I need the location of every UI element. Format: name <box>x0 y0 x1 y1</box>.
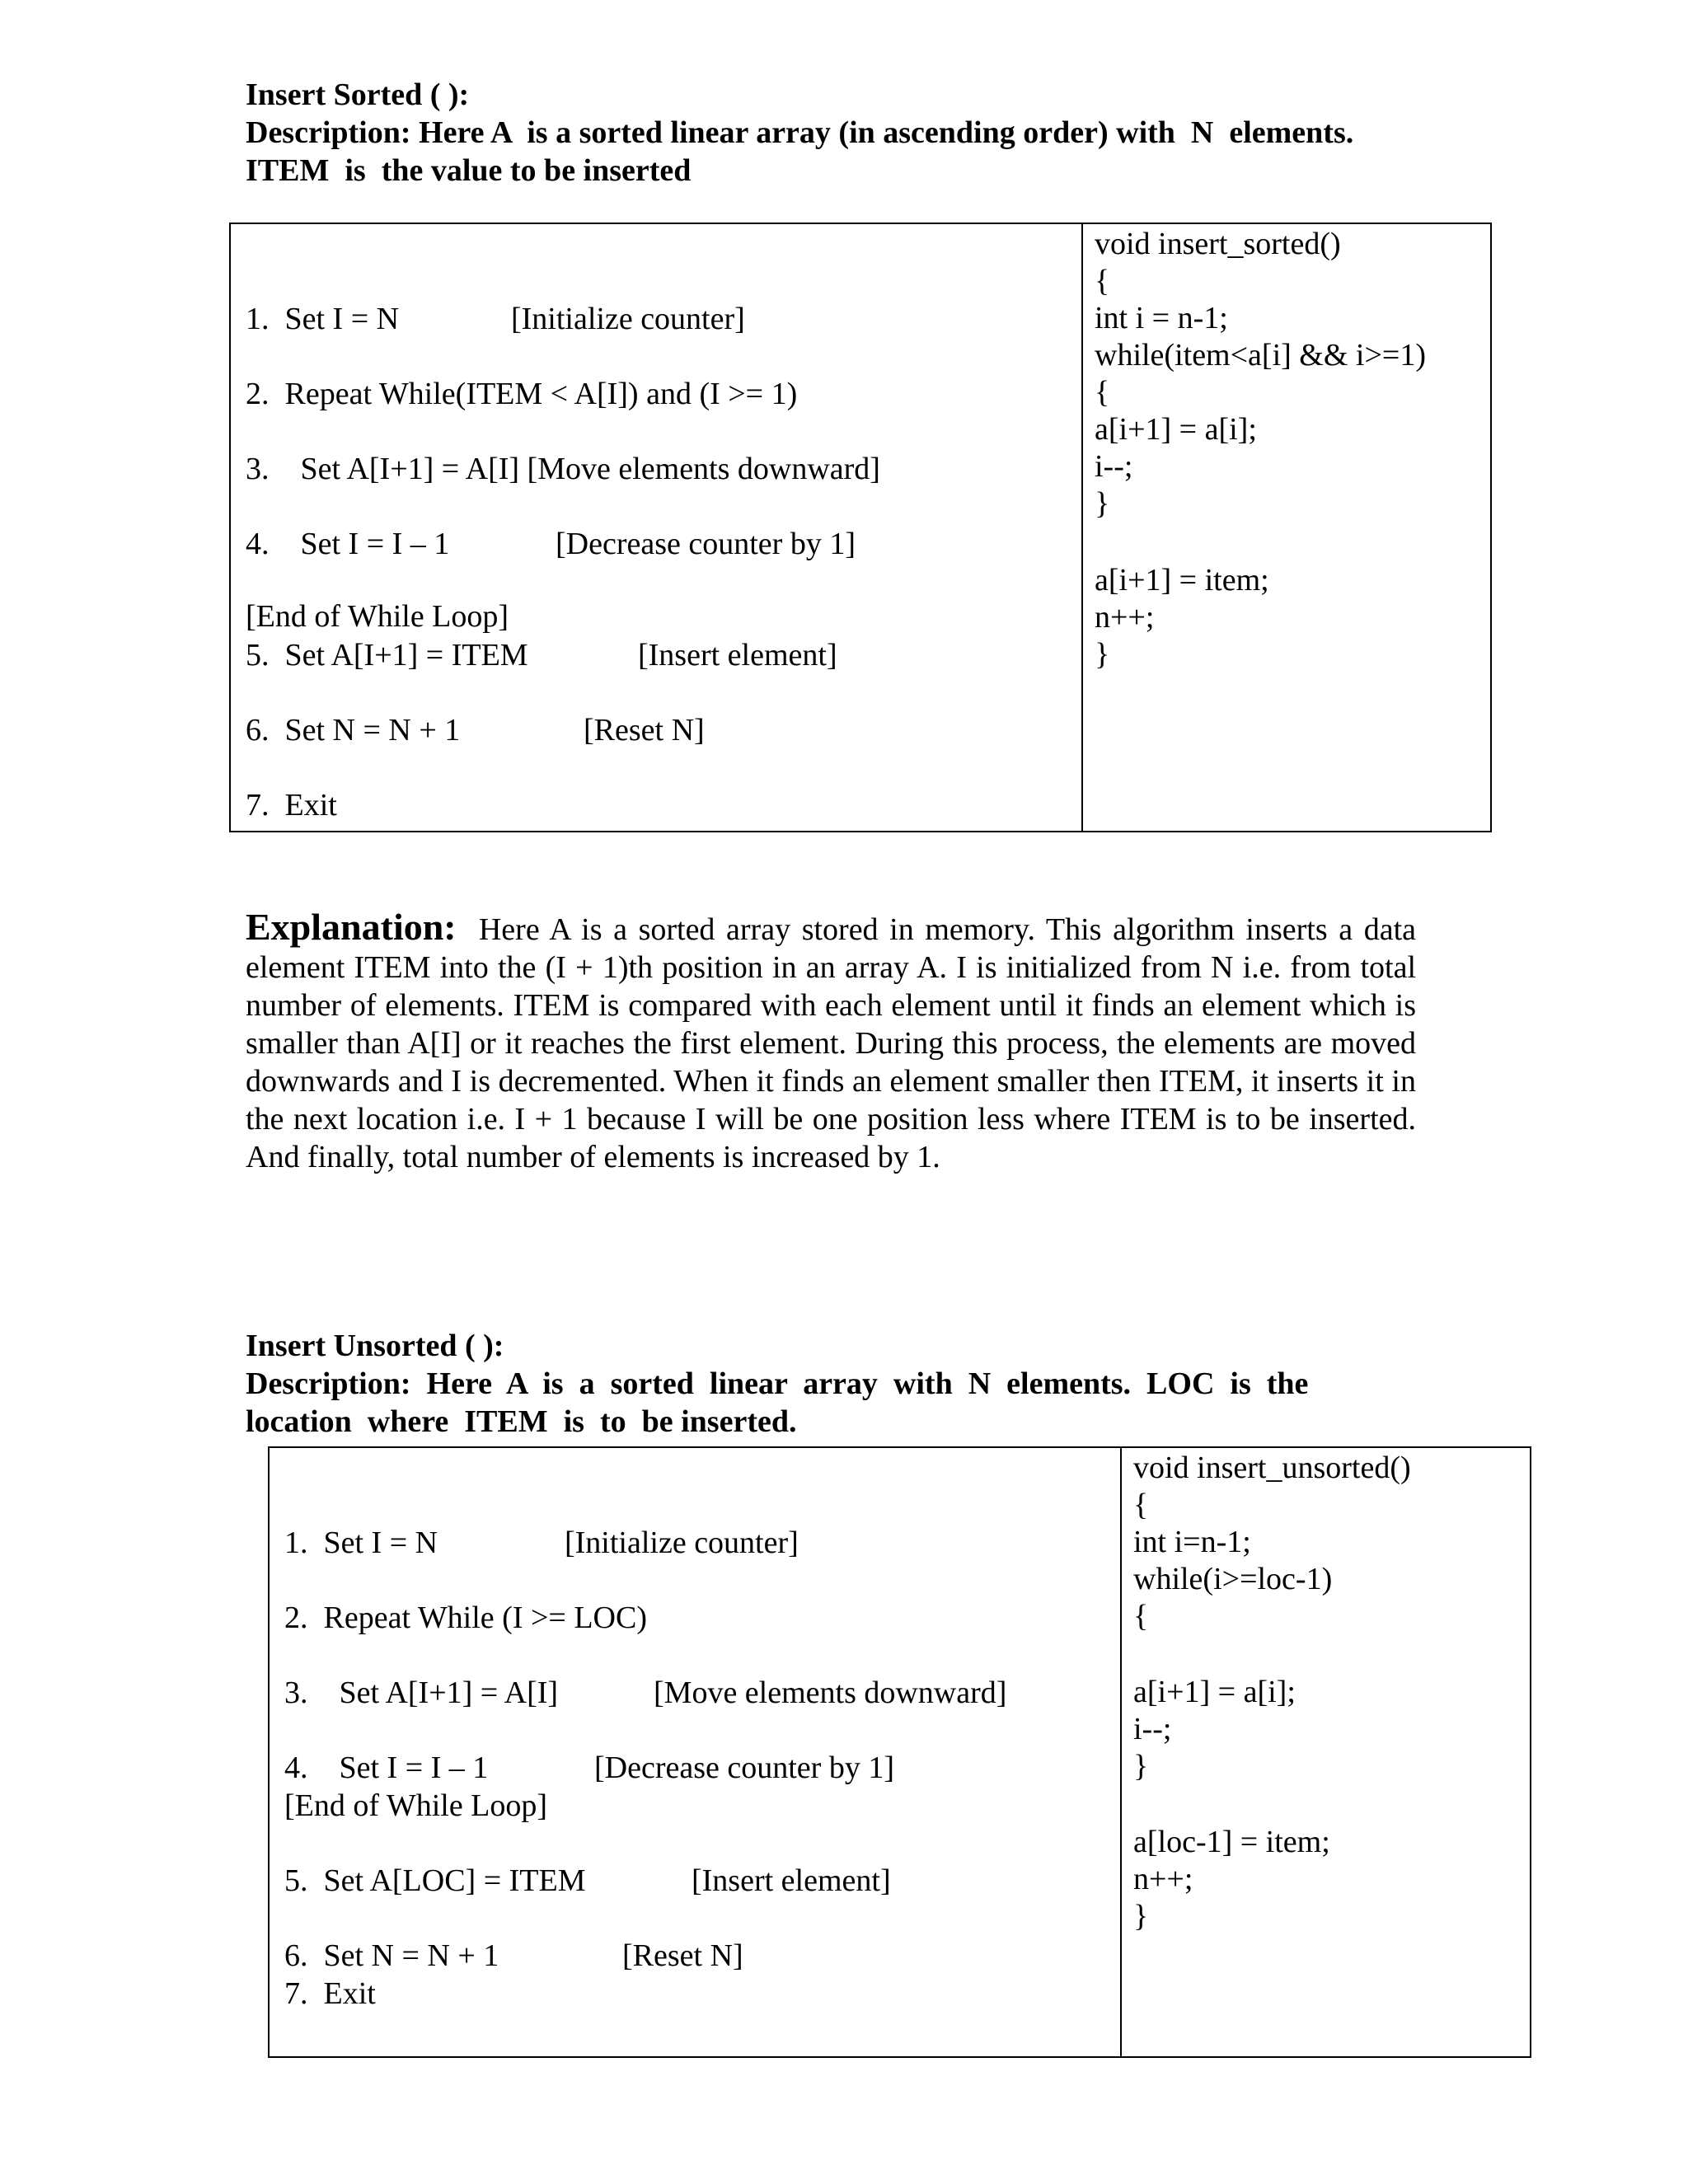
sorted-step-1-comment: [Initialize counter] <box>511 302 745 336</box>
unsorted-algorithm-table <box>268 1446 1531 2058</box>
sorted-code-line: { <box>1095 375 1110 410</box>
sorted-step-6-comment: [Reset N] <box>584 713 705 748</box>
sorted-description-line2: ITEM is the value to be inserted <box>246 153 692 188</box>
unsorted-code-line: a[loc-1] = item; <box>1133 1825 1330 1859</box>
unsorted-step-6: 6. Set N = N + 1 <box>284 1938 499 1973</box>
unsorted-step-4-comment: [Decrease counter by 1] <box>594 1750 894 1785</box>
unsorted-step-4: 4. Set I = I – 1 <box>284 1750 489 1785</box>
unsorted-code-line: { <box>1133 1488 1149 1522</box>
unsorted-step-2: 2. Repeat While (I >= LOC) <box>284 1601 647 1635</box>
sorted-code-line: a[i+1] = item; <box>1095 563 1269 598</box>
sorted-end-while: [End of While Loop] <box>246 599 509 634</box>
sorted-code-line: } <box>1095 486 1110 521</box>
sorted-code-line: i--; <box>1095 449 1133 484</box>
unsorted-step-5-comment: [Insert element] <box>692 1863 891 1898</box>
unsorted-step-5: 5. Set A[LOC] = ITEM <box>284 1863 586 1898</box>
sorted-step-2: 2. Repeat While(ITEM < A[I]) and (I >= 1) <box>246 377 798 411</box>
unsorted-code-line: int i=n-1; <box>1133 1525 1251 1559</box>
unsorted-end-while: [End of While Loop] <box>284 1788 548 1823</box>
sorted-step-3: 3. Set A[I+1] = A[I] [Move elements downward] <box>246 452 880 486</box>
explanation-paragraph <box>246 908 1416 1176</box>
unsorted-step-3: 3. Set A[I+1] = A[I] <box>284 1675 559 1710</box>
sorted-step-6: 6. Set N = N + 1 <box>246 713 461 748</box>
sorted-code-line: } <box>1095 637 1110 672</box>
unsorted-step-3-comment: [Move elements downward] <box>654 1675 1007 1710</box>
sorted-step-4: 4. Set I = I – 1 <box>246 527 450 561</box>
unsorted-code-line: void insert_unsorted() <box>1133 1451 1411 1485</box>
unsorted-step-7: 7. Exit <box>284 1976 376 2011</box>
sorted-code-line: int i = n-1; <box>1095 301 1228 335</box>
sorted-code-line: { <box>1095 264 1110 298</box>
sorted-code-line: a[i+1] = a[i]; <box>1095 412 1257 447</box>
table-divider <box>1120 1448 1122 2056</box>
unsorted-title: Insert Unsorted ( ): <box>246 1329 504 1363</box>
sorted-title: Insert Sorted ( ): <box>246 77 470 112</box>
explanation-text: Here A is a sorted array stored in memory. This algorithm inserts a data element ITEM into the (I + 1)th position in an array A. I is initialized from N i.e. from total number of elements. ITEM is compared with each element until it finds an element which is smaller than A[I] or it reaches the first element. During this process, the elements are moved downwards and I is decremented. When it finds an element smaller then ITEM, it inserts it in the next location i.e. I + 1 because I will be one position less where ITEM is to be inserted. And finally, total number of elements is increased by 1. <box>246 912 1417 1174</box>
sorted-code-line: void insert_sorted() <box>1095 227 1341 261</box>
sorted-step-4-comment: [Decrease counter by 1] <box>556 527 856 561</box>
sorted-step-1: 1. Set I = N <box>246 302 400 336</box>
unsorted-description-line1: Description: Here A is a sorted linear array with N elements. LOC is the <box>246 1366 1309 1401</box>
explanation-label: Explanation: <box>246 906 457 948</box>
unsorted-description-line2: location where ITEM is to be inserted. <box>246 1404 797 1439</box>
sorted-algorithm-table <box>229 223 1492 832</box>
table-divider <box>1081 224 1083 831</box>
sorted-description-line1: Description: Here A is a sorted linear array (in ascending order) with N elements. <box>246 115 1354 150</box>
unsorted-step-1: 1. Set I = N <box>284 1526 438 1560</box>
unsorted-code-line: while(i>=loc-1) <box>1133 1562 1333 1596</box>
unsorted-code-line: a[i+1] = a[i]; <box>1133 1675 1296 1709</box>
unsorted-code-line: n++; <box>1133 1862 1193 1896</box>
sorted-code-line: n++; <box>1095 600 1155 635</box>
sorted-step-5: 5. Set A[I+1] = ITEM <box>246 638 528 673</box>
unsorted-code-line: } <box>1133 1749 1149 1783</box>
unsorted-code-line: i--; <box>1133 1712 1172 1746</box>
sorted-code-line: while(item<a[i] && i>=1) <box>1095 338 1426 373</box>
unsorted-step-1-comment: [Initialize counter] <box>565 1526 799 1560</box>
sorted-step-7: 7. Exit <box>246 788 337 823</box>
unsorted-code-line: } <box>1133 1899 1149 1933</box>
sorted-step-5-comment: [Insert element] <box>638 638 837 673</box>
unsorted-step-6-comment: [Reset N] <box>622 1938 743 1973</box>
unsorted-code-line: { <box>1133 1599 1149 1633</box>
